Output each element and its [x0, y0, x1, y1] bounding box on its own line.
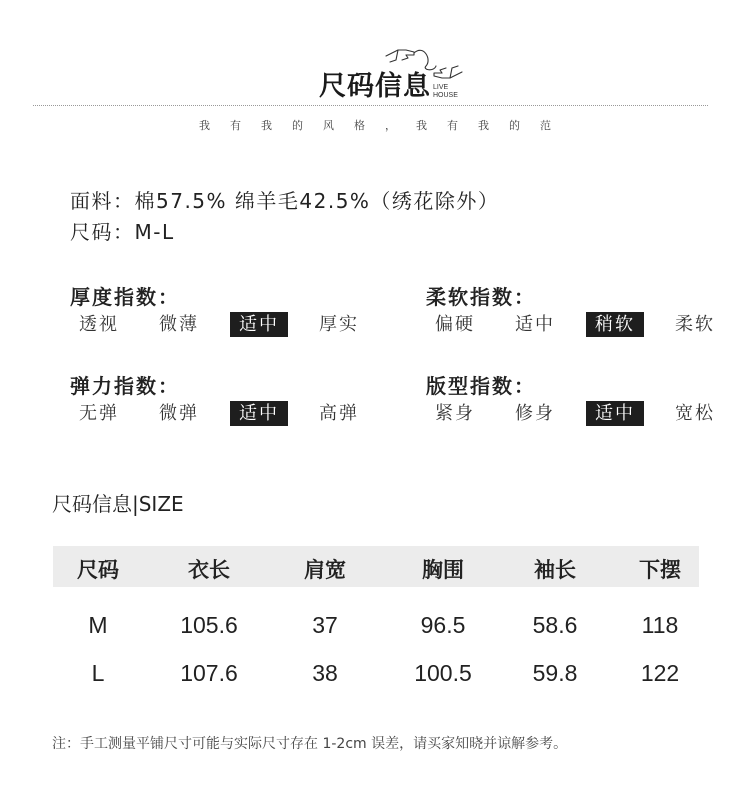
table-header-cell: 胸围 [422, 558, 464, 582]
softness-options [426, 312, 724, 337]
table-cell: 122 [640, 660, 680, 686]
table-cell: 105.6 [180, 612, 238, 638]
fit-option: 修身 [515, 403, 555, 424]
table-cell: 100.5 [414, 660, 472, 686]
hands-logo-icon [384, 38, 464, 88]
fit-index-title: 版型指数： [426, 374, 536, 398]
table-cell: M [88, 612, 108, 638]
thickness-index-title: 厚度指数： [70, 285, 180, 309]
table-header-cell: 下摆 [639, 558, 681, 582]
softness-option: 柔软 [675, 314, 715, 335]
thickness-option-selected: 适中 [230, 312, 288, 337]
elasticity-option-selected: 适中 [230, 401, 288, 426]
table-header-cell: 袖长 [534, 558, 576, 582]
measurement-note: 注：手工测量平铺尺寸可能与实际尺寸存在 1-2cm 误差，请买家知晓并谅解参考。 [52, 736, 568, 752]
fit-option-selected: 适中 [586, 401, 644, 426]
elasticity-option: 无弹 [79, 403, 119, 424]
table-header-cell: 尺码 [77, 558, 119, 582]
elasticity-option: 高弹 [319, 403, 359, 424]
softness-option: 适中 [515, 314, 555, 335]
fabric-info: 面料：棉57.5% 绵羊毛42.5%（绣花除外） [70, 189, 500, 213]
divider [33, 105, 708, 106]
softness-option-selected: 稍软 [586, 312, 644, 337]
table-cell: 118 [641, 612, 679, 638]
table-cell: 59.8 [532, 660, 578, 686]
fit-option: 紧身 [435, 403, 475, 424]
table-cell: 58.6 [532, 612, 578, 638]
logo-text [433, 84, 458, 100]
elasticity-index-title: 弹力指数： [70, 374, 180, 398]
elasticity-option: 微弹 [159, 403, 199, 424]
table-cell: 107.6 [180, 660, 238, 686]
table-header-cell: 肩宽 [304, 558, 346, 582]
thickness-option: 厚实 [319, 314, 359, 335]
fit-options [426, 401, 724, 426]
page-title: 尺码信息 [319, 71, 431, 102]
fit-option: 宽松 [675, 403, 715, 424]
size-range: 尺码：M-L [70, 220, 175, 244]
thickness-option: 透视 [79, 314, 119, 335]
elasticity-options [70, 401, 368, 426]
slogan: 我有我的风格，我有我的范 [199, 119, 571, 132]
table-cell: 38 [312, 660, 338, 686]
logo-text-live: LIVE [433, 84, 449, 91]
table-cell: L [91, 660, 105, 686]
softness-option: 偏硬 [435, 314, 475, 335]
thickness-options [70, 312, 368, 337]
table-header-cell: 衣长 [188, 558, 230, 582]
size-table-title: 尺码信息|SIZE [52, 492, 184, 516]
logo-text-house: HOUSE [433, 92, 458, 99]
table-cell: 37 [312, 612, 338, 638]
table-cell: 96.5 [420, 612, 466, 638]
softness-index-title: 柔软指数： [426, 285, 536, 309]
thickness-option: 微薄 [159, 314, 199, 335]
